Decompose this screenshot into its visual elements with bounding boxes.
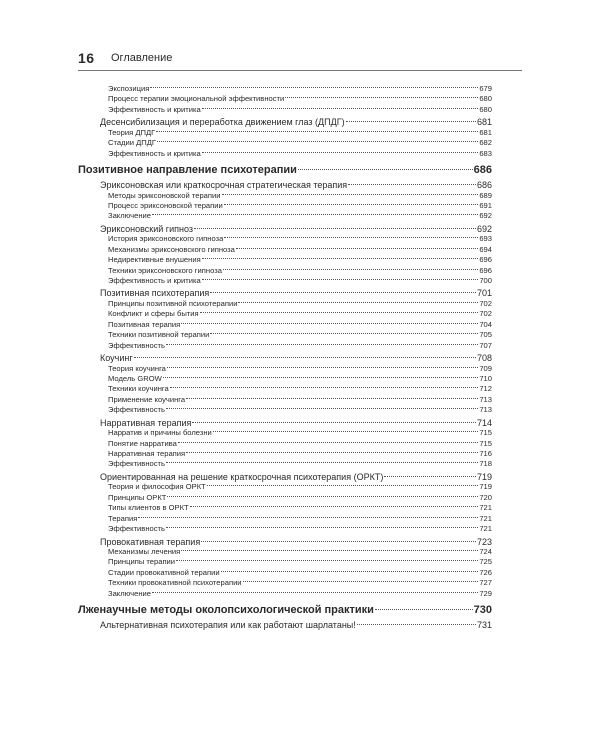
dot-leader	[181, 550, 478, 551]
toc-entry[interactable]	[78, 211, 492, 221]
toc-entry[interactable]	[78, 149, 492, 159]
toc-entry-title: Эффективность и критика	[108, 148, 201, 158]
dot-leader	[157, 141, 478, 142]
toc-entry-title: Техники эриксоновского гипноза	[108, 265, 222, 275]
toc-entry[interactable]	[78, 482, 492, 492]
table-of-contents	[78, 84, 492, 631]
toc-entry-page: 680	[479, 104, 492, 114]
toc-entry-title: Заключение	[108, 211, 152, 221]
toc-entry[interactable]	[78, 384, 492, 394]
page-number: 16	[78, 50, 95, 66]
toc-entry-title: Альтернативная психотерапия или как работают шарлатаны!	[100, 620, 356, 631]
toc-entry-title: Эффективность	[108, 524, 165, 534]
toc-entry-page: 705	[479, 330, 492, 340]
dot-leader	[201, 541, 476, 542]
dot-leader	[207, 485, 479, 486]
toc-entry-page: 729	[479, 588, 492, 598]
dot-leader	[384, 476, 476, 477]
dot-leader	[176, 560, 478, 561]
running-title: Оглавление	[111, 52, 173, 64]
toc-entry[interactable]	[78, 276, 492, 286]
toc-entry-title: Техники провокативной психотерапии	[108, 578, 242, 588]
dot-leader	[163, 377, 478, 378]
toc-entry-page: 715	[479, 428, 492, 438]
dot-leader	[221, 571, 479, 572]
dot-leader	[190, 506, 479, 507]
toc-entry-title: Конфликт и сферы бытия	[108, 309, 199, 319]
toc-entry[interactable]	[78, 603, 492, 618]
toc-entry-title: Стадии ДПДГ	[108, 138, 156, 148]
toc-entry-title: Методы эриксоновской терапии	[108, 190, 221, 200]
toc-entry[interactable]	[78, 405, 492, 415]
toc-entry[interactable]	[78, 459, 492, 469]
dot-leader	[186, 452, 478, 453]
toc-entry-page: 708	[476, 353, 492, 364]
dot-leader	[243, 581, 479, 582]
toc-entry[interactable]	[78, 138, 492, 148]
toc-entry-page: 686	[473, 164, 492, 177]
toc-entry[interactable]	[78, 418, 492, 428]
toc-entry-page: 723	[476, 536, 492, 547]
toc-entry-title: Теория и философия ОРКТ	[108, 482, 206, 492]
toc-entry[interactable]	[78, 105, 492, 115]
toc-entry-page: 692	[476, 223, 492, 234]
toc-entry-title: Принципы ОРКТ	[108, 492, 167, 502]
toc-entry-page: 719	[479, 482, 492, 492]
toc-entry-page: 679	[479, 84, 492, 93]
toc-entry[interactable]	[78, 503, 492, 513]
dot-leader	[375, 609, 473, 610]
toc-entry[interactable]	[78, 524, 492, 534]
toc-entry[interactable]	[78, 234, 492, 244]
dot-leader	[178, 442, 478, 443]
toc-entry-page: 683	[479, 148, 492, 158]
toc-entry-page: 721	[479, 513, 492, 523]
toc-entry-page: 731	[476, 620, 492, 631]
dot-leader	[202, 108, 479, 109]
toc-entry-page: 726	[479, 567, 492, 577]
toc-entry-page: 694	[479, 244, 492, 254]
toc-entry[interactable]	[78, 341, 492, 351]
dot-leader	[210, 333, 478, 334]
toc-entry[interactable]	[78, 578, 492, 588]
dot-leader	[166, 344, 478, 345]
toc-entry-page: 712	[479, 384, 492, 394]
dot-leader	[222, 194, 479, 195]
toc-entry-title: Теория ДПДГ	[108, 127, 156, 137]
toc-entry-page: 696	[479, 265, 492, 275]
toc-entry-title: Провокативная терапия	[100, 536, 201, 547]
dot-leader	[181, 323, 478, 324]
dot-leader	[167, 496, 478, 497]
toc-entry-page: 702	[479, 309, 492, 319]
toc-entry[interactable]	[78, 439, 492, 449]
toc-entry-title: Механизмы лечения	[108, 546, 181, 556]
toc-entry[interactable]	[78, 245, 492, 255]
toc-entry[interactable]	[78, 493, 492, 503]
toc-entry[interactable]	[78, 224, 492, 234]
toc-entry-title: Экспозиция	[108, 84, 150, 93]
dot-leader	[166, 527, 478, 528]
toc-entry-title: Эффективность	[108, 340, 165, 350]
toc-entry[interactable]	[78, 364, 492, 374]
toc-entry-title: История эриксоновского гипноза	[108, 234, 224, 244]
dot-leader	[213, 431, 479, 432]
dot-leader	[202, 258, 479, 259]
toc-entry-page: 700	[479, 276, 492, 285]
toc-entry-title: Процесс терапии эмоциональной эффективности	[108, 94, 285, 104]
toc-entry-title: Лженаучные методы околопсихологической практики	[78, 604, 374, 617]
toc-entry[interactable]	[78, 201, 492, 211]
toc-entry-title: Теория коучинга	[108, 363, 166, 373]
header-rule	[78, 70, 522, 71]
toc-entry[interactable]	[78, 557, 492, 567]
toc-entry-page: 721	[479, 524, 492, 534]
toc-entry[interactable]	[78, 288, 492, 298]
dot-leader	[200, 312, 479, 313]
toc-entry[interactable]	[78, 128, 492, 138]
dot-leader	[346, 121, 476, 122]
dot-leader	[167, 367, 478, 368]
toc-entry[interactable]	[78, 620, 492, 630]
dot-leader	[238, 302, 478, 303]
toc-entry-title: Эриксоновская или краткосрочная стратегическая терапия	[100, 180, 348, 191]
toc-entry-title: Терапия	[108, 513, 138, 523]
toc-entry-page: 701	[476, 288, 492, 299]
toc-entry-page: 681	[476, 117, 492, 128]
toc-entry-title: Эриксоновский гипноз	[100, 223, 193, 234]
toc-entry-title: Модель GROW	[108, 373, 162, 383]
toc-entry[interactable]	[78, 299, 492, 309]
toc-entry[interactable]	[78, 374, 492, 384]
dot-leader	[224, 204, 479, 205]
dot-leader	[186, 398, 478, 399]
toc-entry-title: Стадии провокативной терапии	[108, 567, 220, 577]
toc-entry-page: 693	[479, 234, 492, 244]
toc-entry-page: 716	[479, 449, 492, 458]
dot-leader	[150, 87, 478, 88]
toc-entry-page: 721	[479, 503, 492, 513]
toc-entry-page: 704	[479, 319, 492, 329]
toc-entry-title: Эффективность	[108, 405, 165, 415]
toc-entry[interactable]	[78, 163, 492, 178]
toc-entry-page: 724	[479, 546, 492, 556]
toc-entry[interactable]	[78, 255, 492, 265]
toc-entry-page: 718	[479, 459, 492, 469]
toc-entry[interactable]	[78, 191, 492, 201]
toc-entry-page: 714	[476, 417, 492, 428]
toc-entry-title: Позитивная терапия	[108, 319, 181, 329]
toc-entry[interactable]	[78, 428, 492, 438]
toc-entry-page: 709	[479, 363, 492, 373]
dot-leader	[194, 228, 476, 229]
dot-leader	[236, 248, 478, 249]
toc-entry[interactable]	[78, 395, 492, 405]
toc-entry-page: 702	[479, 298, 492, 308]
dot-leader	[166, 462, 478, 463]
dot-leader	[166, 408, 478, 409]
dot-leader	[192, 422, 476, 423]
toc-entry[interactable]	[78, 330, 492, 340]
toc-entry[interactable]	[78, 589, 492, 599]
toc-entry[interactable]	[78, 309, 492, 319]
toc-entry-title: Принципы позитивной психотерапии	[108, 298, 238, 308]
toc-entry-title: Коучинг	[100, 353, 133, 364]
dot-leader	[202, 279, 479, 280]
toc-entry-page: 710	[479, 373, 492, 383]
toc-entry-page: 727	[479, 578, 492, 588]
toc-entry[interactable]	[78, 84, 492, 94]
dot-leader	[152, 214, 478, 215]
toc-entry-title: Позитивное направление психотерапии	[78, 164, 297, 177]
toc-entry-page: 713	[479, 405, 492, 415]
toc-entry-title: Типы клиентов в ОРКТ	[108, 503, 189, 513]
toc-entry-page: 680	[479, 94, 492, 104]
toc-entry-page: 707	[479, 340, 492, 350]
toc-entry-page: 691	[479, 200, 492, 210]
toc-entry-page: 713	[479, 394, 492, 404]
dot-leader	[202, 152, 479, 153]
dot-leader	[210, 292, 476, 293]
toc-entry[interactable]	[78, 547, 492, 557]
toc-entry-title: Нарратив и причины болезни	[108, 428, 212, 438]
toc-entry-title: Недирективные внушения	[108, 255, 201, 265]
toc-entry-title: Понятие нарратива	[108, 438, 177, 448]
page-header	[78, 50, 522, 70]
toc-entry-title: Эффективность и критика	[108, 276, 201, 285]
toc-entry-title: Позитивная психотерапия	[100, 288, 210, 299]
toc-entry-page: 719	[476, 471, 492, 482]
toc-entry-title: Техники коучинга	[108, 384, 169, 394]
toc-entry-page: 686	[476, 180, 492, 191]
toc-entry-title: Эффективность	[108, 459, 165, 469]
toc-entry[interactable]	[78, 320, 492, 330]
toc-entry-page: 715	[479, 438, 492, 448]
toc-entry-title: Ориентированная на решение краткосрочная психотерапия (ОРКТ)	[100, 471, 384, 482]
toc-entry[interactable]	[78, 568, 492, 578]
dot-leader	[298, 169, 473, 170]
dot-leader	[348, 184, 476, 185]
toc-entry[interactable]	[78, 537, 492, 547]
toc-entry-page: 720	[479, 492, 492, 502]
toc-entry-page: 689	[479, 190, 492, 200]
dot-leader	[138, 517, 478, 518]
toc-entry-page: 692	[479, 211, 492, 221]
toc-entry-page: 681	[479, 127, 492, 137]
toc-entry-title: Применение коучинга	[108, 394, 186, 404]
toc-entry-page: 682	[479, 138, 492, 148]
toc-entry[interactable]	[78, 472, 492, 482]
toc-entry-page: 725	[479, 557, 492, 567]
dot-leader	[357, 624, 476, 625]
dot-leader	[152, 592, 478, 593]
toc-entry[interactable]	[78, 353, 492, 363]
toc-entry[interactable]	[78, 94, 492, 104]
dot-leader	[224, 237, 478, 238]
toc-entry-title: Принципы терапии	[108, 557, 176, 567]
toc-entry-title: Механизмы эриксоновского гипноза	[108, 244, 235, 254]
toc-entry-title: Десенсибилизация и переработка движением глаз (ДПДГ)	[100, 117, 345, 128]
dot-leader	[223, 269, 478, 270]
toc-entry-title: Техники позитивной терапии	[108, 330, 210, 340]
dot-leader	[170, 387, 479, 388]
dot-leader	[285, 97, 478, 98]
toc-entry-title: Эффективность и критика	[108, 104, 201, 114]
toc-entry[interactable]	[78, 266, 492, 276]
toc-entry[interactable]	[78, 180, 492, 190]
toc-entry-page: 730	[473, 604, 492, 617]
toc-entry-title: Процесс эриксоновской терапии	[108, 200, 223, 210]
toc-entry-title: Заключение	[108, 588, 152, 598]
toc-entry-title: Нарративная терапия	[100, 417, 192, 428]
toc-entry[interactable]	[78, 514, 492, 524]
toc-entry-title: Нарративная терапия	[108, 449, 186, 458]
dot-leader	[156, 131, 478, 132]
dot-leader	[134, 357, 476, 358]
toc-entry-page: 696	[479, 255, 492, 265]
toc-entry[interactable]	[78, 449, 492, 459]
toc-entry[interactable]	[78, 117, 492, 127]
